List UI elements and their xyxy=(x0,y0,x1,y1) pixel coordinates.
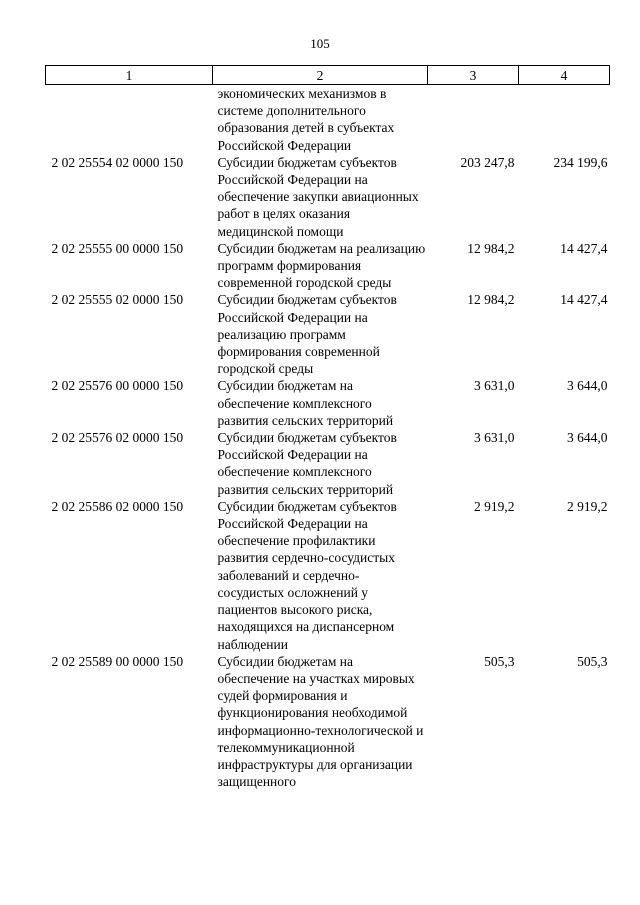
cell-value-1: 12 984,2 xyxy=(467,240,515,256)
cell-value-2: 14 427,4 xyxy=(560,240,608,256)
cell-value-1: 203 247,8 xyxy=(460,154,515,170)
cell-name: Субсидии бюджетам субъектов Российской Федерации на обеспечение закупки авиационных работ в целях оказания медицинской помощи xyxy=(217,154,419,239)
table-row-continuation xyxy=(46,85,610,154)
cell-value-2 xyxy=(519,85,610,154)
cell-code: 2 02 25555 02 0000 150 xyxy=(51,292,184,308)
cell-value-2: 3 644,0 xyxy=(567,378,608,394)
page-number: 105 xyxy=(310,36,330,51)
table-row xyxy=(46,291,610,377)
table-row xyxy=(46,240,610,292)
cell-value-1: 505,3 xyxy=(484,653,515,669)
cell-name: Субсидии бюджетам субъектов Российской Федерации на реализацию программ формирования современной городской среды xyxy=(217,292,397,377)
header-row xyxy=(46,66,610,85)
cell-value-1: 2 919,2 xyxy=(474,498,515,514)
cell-value-1: 12 984,2 xyxy=(467,292,515,308)
cell-name: Субсидии бюджетам на обеспечение на участках мировых судей формирования и функционирования необходимой информационно-технологической и телекоммуникационной инфраструктуры для организации защищенного xyxy=(217,653,424,790)
table-row xyxy=(46,429,610,498)
cell-code: 2 02 25589 00 0000 150 xyxy=(51,653,184,669)
table-row xyxy=(46,377,610,429)
table-row xyxy=(46,498,610,653)
cell-value-2: 2 919,2 xyxy=(567,498,608,514)
table-row xyxy=(46,653,610,791)
cell-value-2: 14 427,4 xyxy=(560,292,608,308)
cell-code: 2 02 25554 02 0000 150 xyxy=(51,154,184,170)
cell-code: 2 02 25576 00 0000 150 xyxy=(51,378,184,394)
table-row xyxy=(46,154,610,240)
cell-value-1 xyxy=(428,85,519,154)
cell-value-1: 3 631,0 xyxy=(474,430,515,446)
cell-code: 2 02 25586 02 0000 150 xyxy=(51,498,184,514)
cell-code: 2 02 25555 00 0000 150 xyxy=(51,240,184,256)
cell-value-2: 234 199,6 xyxy=(553,154,608,170)
cell-name: экономических механизмов в системе дополнительного образования детей в субъектах Российской Федерации xyxy=(217,86,395,153)
cell-name: Субсидии бюджетам на реализацию программ формирования современной городской среды xyxy=(217,240,426,291)
cell-name: Субсидии бюджетам субъектов Российской Федерации на обеспечение комплексного развития сельских территорий xyxy=(217,430,397,497)
cell-value-2: 3 644,0 xyxy=(567,430,608,446)
column-header-1: 1 xyxy=(46,66,213,85)
cell-code: 2 02 25576 02 0000 150 xyxy=(51,430,184,446)
cell-code xyxy=(46,85,213,154)
table-body xyxy=(46,85,610,791)
cell-value-2: 505,3 xyxy=(577,653,608,669)
table-header xyxy=(46,66,610,85)
cell-value-1: 3 631,0 xyxy=(474,378,515,394)
column-header-2: 2 xyxy=(213,66,428,85)
cell-name: Субсидии бюджетам субъектов Российской Федерации на обеспечение профилактики развития сердечно-сосудистых заболеваний и сердечно-сосудистых осложнений у пациентов высокого риска, находящихся на диспансерном наблюдении xyxy=(217,498,397,652)
column-header-3: 3 xyxy=(428,66,519,85)
cell-name: Субсидии бюджетам на обеспечение комплексного развития сельских территорий xyxy=(217,378,394,428)
budget-table xyxy=(45,65,610,790)
column-header-4: 4 xyxy=(519,66,610,85)
